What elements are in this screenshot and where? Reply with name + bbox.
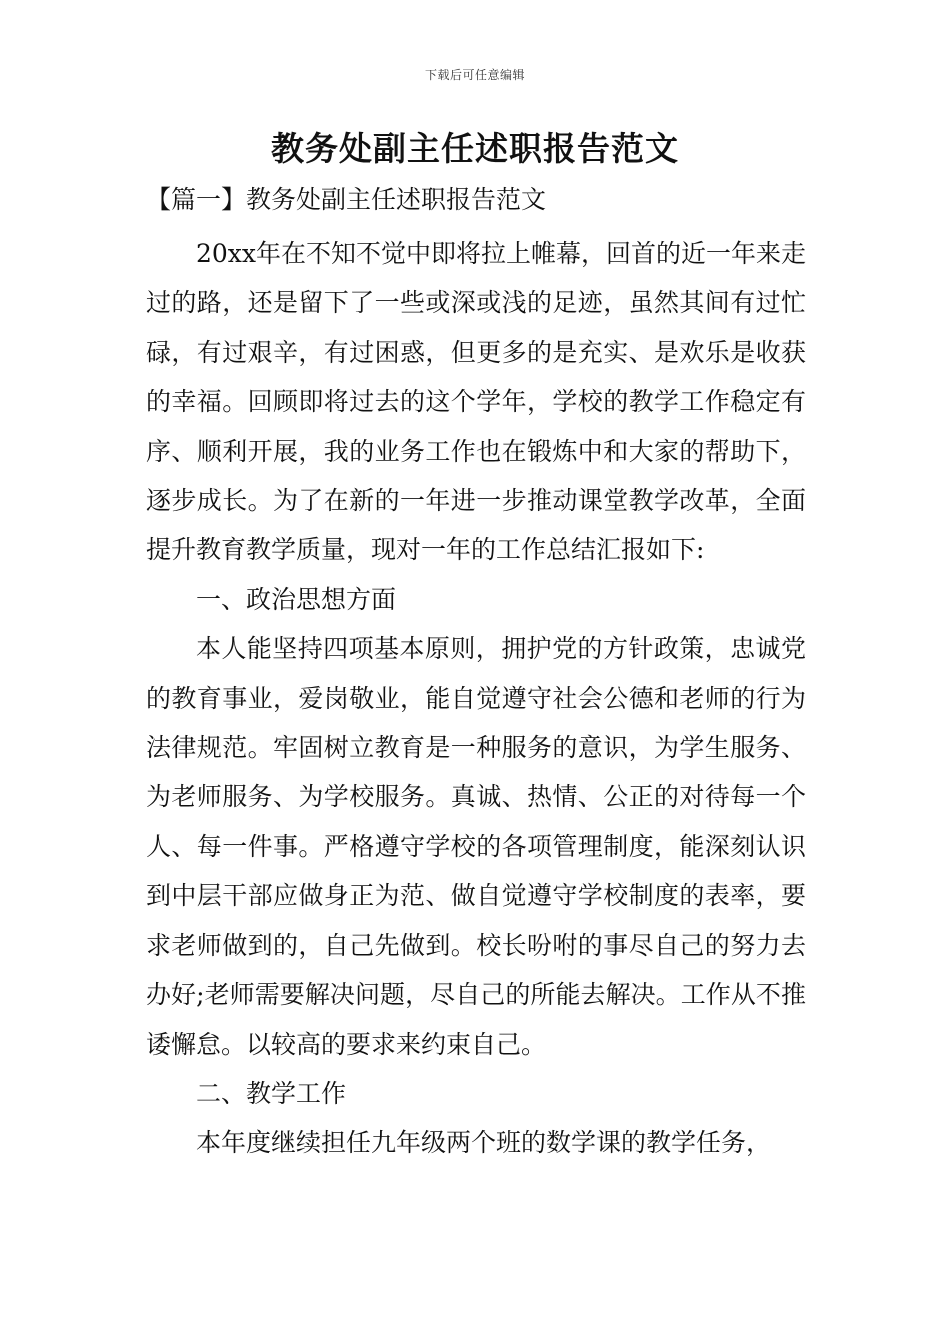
paragraph-intro: 20xx年在不知不觉中即将拉上帷幕，回首的近一年来走过的路，还是留下了一些或深或浅的足迹，虽然其间有过忙碌，有过艰辛，有过困惑，但更多的是充实、是欢乐是收获的幸福。回顾即将过去的这个学年，学校的教学工作稳定有序、顺利开展，我的业务工作也在锻炼中和大家的帮助下，逐步成长。为了在新的一年进一步推动课堂教学改革，全面提升教育教学质量，现对一年的工作总结汇报如下:	[146, 239, 807, 565]
paragraph-political: 本人能坚持四项基本原则，拥护党的方针政策，忠诚党的教育事业，爱岗敬业，能自觉遵守社会公德和老师的行为法律规范。牢固树立教育是一种服务的意识，为学生服务、为老师服务、为学校服务。真诚、热情、公正的对待每一个人、每一件事。严格遵守学校的各项管理制度，能深刻认识到中层干部应做身正为范、做自觉遵守学校制度的表率，要求老师做到的，自己先做到。校长吩咐的事尽自己的努力去办好;老师需要解决问题，尽自己的所能去解决。工作从不推诿懈怠。以较高的要求来约束自己。	[146, 634, 806, 1059]
section-heading: 【篇一】教务处副主任述职报告范文	[146, 185, 547, 214]
subheading-teaching: 二、教学工作	[196, 1078, 347, 1108]
subheading-political: 一、政治思想方面	[196, 584, 397, 614]
paragraph-teaching: 本年度继续担任九年级两个班的数学课的教学任务，	[196, 1128, 772, 1158]
header-note: 下载后可任意编辑	[424, 68, 525, 82]
document-body	[146, 229, 806, 1168]
document-title: 教务处副主任述职报告范文	[271, 129, 679, 168]
